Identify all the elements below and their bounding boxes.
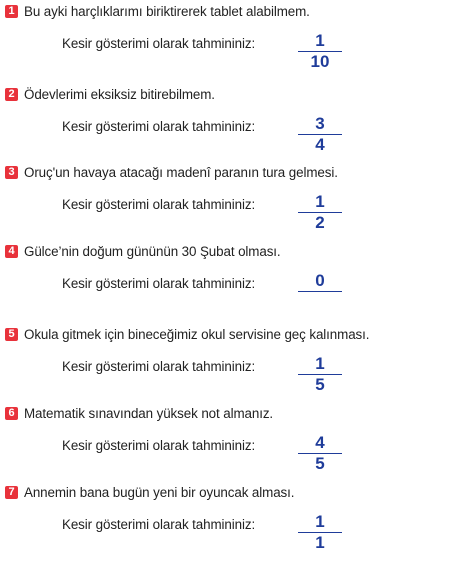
fraction-denominator: 5 <box>315 454 325 473</box>
estimate-label: Kesir gösterimi olarak tahmininiz: <box>62 36 256 51</box>
fraction-denominator: 4 <box>315 135 325 154</box>
fraction-numerator: 3 <box>315 114 325 133</box>
question-text: Annemin bana bugün yeni bir oyuncak alması. <box>24 484 295 500</box>
question-number-badge: 6 <box>5 407 18 420</box>
question-text: Matematik sınavından yüksek not almanız. <box>24 405 274 421</box>
estimate-label: Kesir gösterimi olarak tahmininiz: <box>62 276 256 291</box>
fraction-answer <box>296 114 344 154</box>
estimate-label: Kesir gösterimi olarak tahmininiz: <box>62 119 256 134</box>
question-item-1 <box>0 2 453 82</box>
fraction-numerator: 4 <box>315 433 325 452</box>
question-number-badge: 2 <box>5 88 18 101</box>
question-text: Gülce’nin doğum gününün 30 Şubat olması. <box>24 243 281 259</box>
question-row <box>5 2 310 20</box>
estimate-label: Kesir gösterimi olarak tahmininiz: <box>62 517 256 532</box>
estimate-label: Kesir gösterimi olarak tahmininiz: <box>62 197 256 212</box>
fraction-numerator: 1 <box>315 31 325 50</box>
question-item-2 <box>0 85 453 165</box>
question-item-7 <box>0 483 453 563</box>
question-text: Oruç'un havaya atacağı madenî paranın tura gelmesi. <box>24 164 338 180</box>
question-text: Okula gitmek için bineceğimiz okul servisine geç kalınması. <box>24 326 370 342</box>
fraction-answer <box>296 271 344 311</box>
question-item-3 <box>0 163 453 243</box>
fraction-answer <box>296 512 344 552</box>
question-row <box>5 163 338 181</box>
fraction-answer <box>296 31 344 71</box>
fraction-answer <box>296 433 344 473</box>
question-row <box>5 242 281 260</box>
question-row <box>5 85 215 103</box>
fraction-denominator: 1 <box>315 533 325 552</box>
fraction-bar <box>298 291 342 292</box>
fraction-numerator: 0 <box>315 271 325 290</box>
question-text: Bu ayki harçlıklarımı biriktirerek tablet alabilmem. <box>24 3 310 19</box>
fraction-numerator: 1 <box>315 354 325 373</box>
question-row <box>5 483 294 501</box>
question-number-badge: 3 <box>5 166 18 179</box>
fraction-answer <box>296 192 344 232</box>
question-number-badge: 4 <box>5 245 18 258</box>
fraction-denominator: 2 <box>315 213 325 232</box>
question-number-badge: 1 <box>5 5 18 18</box>
question-text: Ödevlerimi eksiksiz bitirebilmem. <box>24 86 215 102</box>
question-row <box>5 404 273 422</box>
question-number-badge: 7 <box>5 486 18 499</box>
question-number-badge: 5 <box>5 328 18 341</box>
question-row <box>5 325 369 343</box>
question-item-4 <box>0 242 453 322</box>
fraction-numerator: 1 <box>315 512 325 531</box>
question-item-6 <box>0 404 453 484</box>
question-item-5 <box>0 325 453 405</box>
fraction-answer <box>296 354 344 394</box>
fraction-denominator: 5 <box>315 375 325 394</box>
fraction-denominator: 10 <box>310 52 330 71</box>
estimate-label: Kesir gösterimi olarak tahmininiz: <box>62 438 256 453</box>
fraction-numerator: 1 <box>315 192 325 211</box>
estimate-label: Kesir gösterimi olarak tahmininiz: <box>62 359 256 374</box>
